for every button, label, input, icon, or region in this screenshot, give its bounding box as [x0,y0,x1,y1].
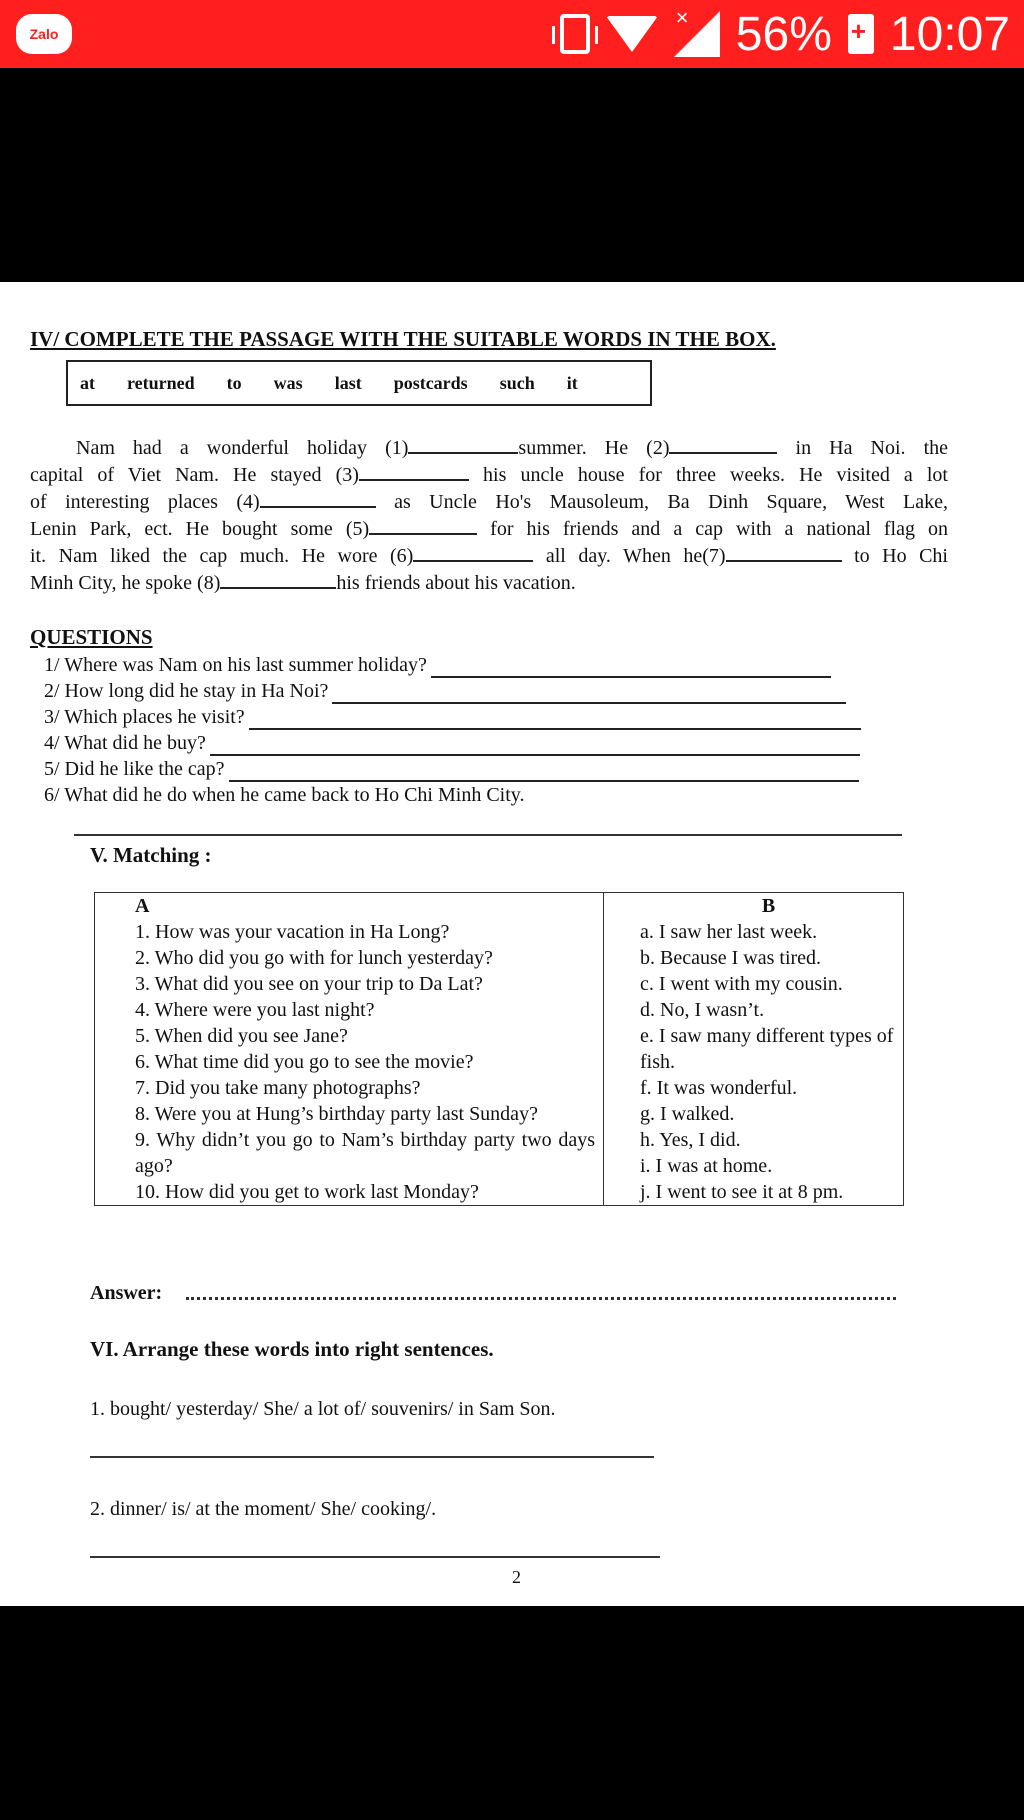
word-box-item: was [273,372,303,393]
document-page [0,282,1024,1606]
passage-line [30,434,948,461]
passage-line [30,461,948,488]
blank-8[interactable] [220,569,336,589]
question-6 [44,782,524,808]
answer-line[interactable] [249,710,861,730]
word-box-item: at [80,372,95,393]
column-b-header: B [761,895,776,917]
matching-item-a: 1. How was your vacation in Ha Long? [135,921,450,943]
matching-item-b: f. It was wonderful. [640,1077,798,1099]
passage [30,434,948,596]
battery-percent: 56% [735,7,832,61]
zalo-app-icon[interactable] [16,14,72,54]
question-2 [44,678,846,704]
answer-dotted-line[interactable] [186,1297,896,1300]
matching-item-a: 9. Why didn’t you go to Nam’s birthday party two days ago? [135,1129,595,1177]
question-text: 4/ What did he buy? [44,732,206,754]
page-number: 2 [512,1567,521,1587]
question-text: 6/ What did he do when he came back to Ho Chi Minh City. [44,784,525,806]
blank-6[interactable] [413,542,533,562]
matching-item-a: 3. What did you see on your trip to Da Lat? [135,973,483,995]
column-a [95,893,604,1206]
question-1 [44,652,831,678]
answer-rule [74,834,902,836]
word-box-item: to [226,372,242,393]
passage-line [30,542,948,569]
questions-title: QUESTIONS [30,625,153,649]
matching-item-b: j. I went to see it at 8 pm. [640,1181,844,1203]
passage-text: his friends about his vacation. [336,572,576,594]
question-text: 1/ Where was Nam on his last summer holiday? [44,654,427,676]
blank-2[interactable] [669,434,777,454]
matching-item-b: i. I was at home. [640,1155,773,1177]
matching-item-a: 8. Were you at Hung’s birthday party last Sunday? [135,1103,538,1125]
section4-title: IV/ COMPLETE THE PASSAGE WITH THE SUITABLE WORDS IN THE BOX. [30,327,776,351]
question-text: 2/ How long did he stay in Ha Noi? [44,680,329,702]
vibrate-icon [560,14,590,54]
matching-item-b: c. I went with my cousin. [640,973,843,995]
answer-line[interactable] [332,684,846,704]
status-icons [560,6,1010,62]
passage-text: in Ha Noi. the [795,437,949,459]
matching-item-a: 6. What time did you go to see the movie? [135,1051,474,1073]
passage-text: it. Nam liked the cap much. He wore (6) [30,545,414,567]
matching-item-b: e. I saw many different types of fish. [640,1025,894,1073]
matching-item-b: d. No, I wasn’t. [640,999,765,1021]
arrange-answer-line-1[interactable] [90,1456,654,1458]
blank-3[interactable] [359,461,469,481]
question-text: 5/ Did he like the cap? [44,758,225,780]
question-4 [44,730,860,756]
word-box [66,360,652,406]
passage-line [30,569,948,596]
section5-title: V. Matching : [90,843,212,867]
matching-table [94,892,904,1206]
question-5 [44,756,859,782]
matching-item-a: 4. Where were you last night? [135,999,375,1021]
word-box-item: such [499,372,535,393]
passage-text: as Uncle Ho's Mausoleum, Ba Dinh Square, West Lake, [394,491,949,513]
signal-icon: × [674,11,720,57]
blank-4[interactable] [260,488,376,508]
passage-line [30,515,948,542]
word-box-item: postcards [393,372,468,393]
matching-item-a: 5. When did you see Jane? [135,1025,348,1047]
matching-item-a: 7. Did you take many photographs? [135,1077,421,1099]
answer-label: Answer: [90,1282,163,1304]
matching-item-b: a. I saw her last week. [640,921,818,943]
passage-text: Nam had a wonderful holiday (1) [76,437,409,459]
battery-icon [848,14,874,54]
passage-text: his uncle house for three weeks. He visited a lot [483,464,948,486]
matching-item-a: 10. How did you get to work last Monday? [135,1181,479,1203]
column-b [604,893,904,1206]
matching-item-b: h. Yes, I did. [640,1129,741,1151]
word-box-item: returned [127,372,195,393]
matching-item-b: b. Because I was tired. [640,947,822,969]
passage-line [30,488,948,515]
passage-text: summer. He (2) [518,437,670,459]
passage-text: for his friends and a cap with a national flag on [490,518,949,540]
answer-line[interactable] [210,736,860,756]
word-box-item: it [566,372,578,393]
arrange-item-1: 1. bought/ yesterday/ She/ a lot of/ souvenirs/ in Sam Son. [90,1398,556,1420]
section6-title: VI. Arrange these words into right sentences. [90,1337,494,1361]
status-bar [0,0,1024,68]
word-box-item: last [334,372,362,393]
passage-text: all day. When he(7) [545,545,726,567]
matching-item-a: 2. Who did you go with for lunch yesterday? [135,947,493,969]
wifi-icon [606,16,658,52]
answer-line[interactable] [229,762,859,782]
passage-text: Minh City, he spoke (8) [30,572,221,594]
answer-line[interactable] [431,658,831,678]
question-3 [44,704,861,730]
clock: 10:07 [889,7,1010,61]
arrange-answer-line-2[interactable] [90,1556,660,1558]
passage-text: to Ho Chi [854,545,948,567]
arrange-item-2: 2. dinner/ is/ at the moment/ She/ cooking/. [90,1498,437,1520]
blank-5[interactable] [369,515,477,535]
blank-1[interactable] [408,434,518,454]
blank-7[interactable] [726,542,842,562]
matching-item-b: g. I walked. [640,1103,735,1125]
passage-text: of interesting places (4) [30,491,260,513]
question-text: 3/ Which places he visit? [44,706,245,728]
zalo-label: Zalo [29,26,59,42]
passage-text: capital of Viet Nam. He stayed (3) [30,464,359,486]
passage-text: Lenin Park, ect. He bought some (5) [30,518,370,540]
column-a-header: A [135,895,150,917]
